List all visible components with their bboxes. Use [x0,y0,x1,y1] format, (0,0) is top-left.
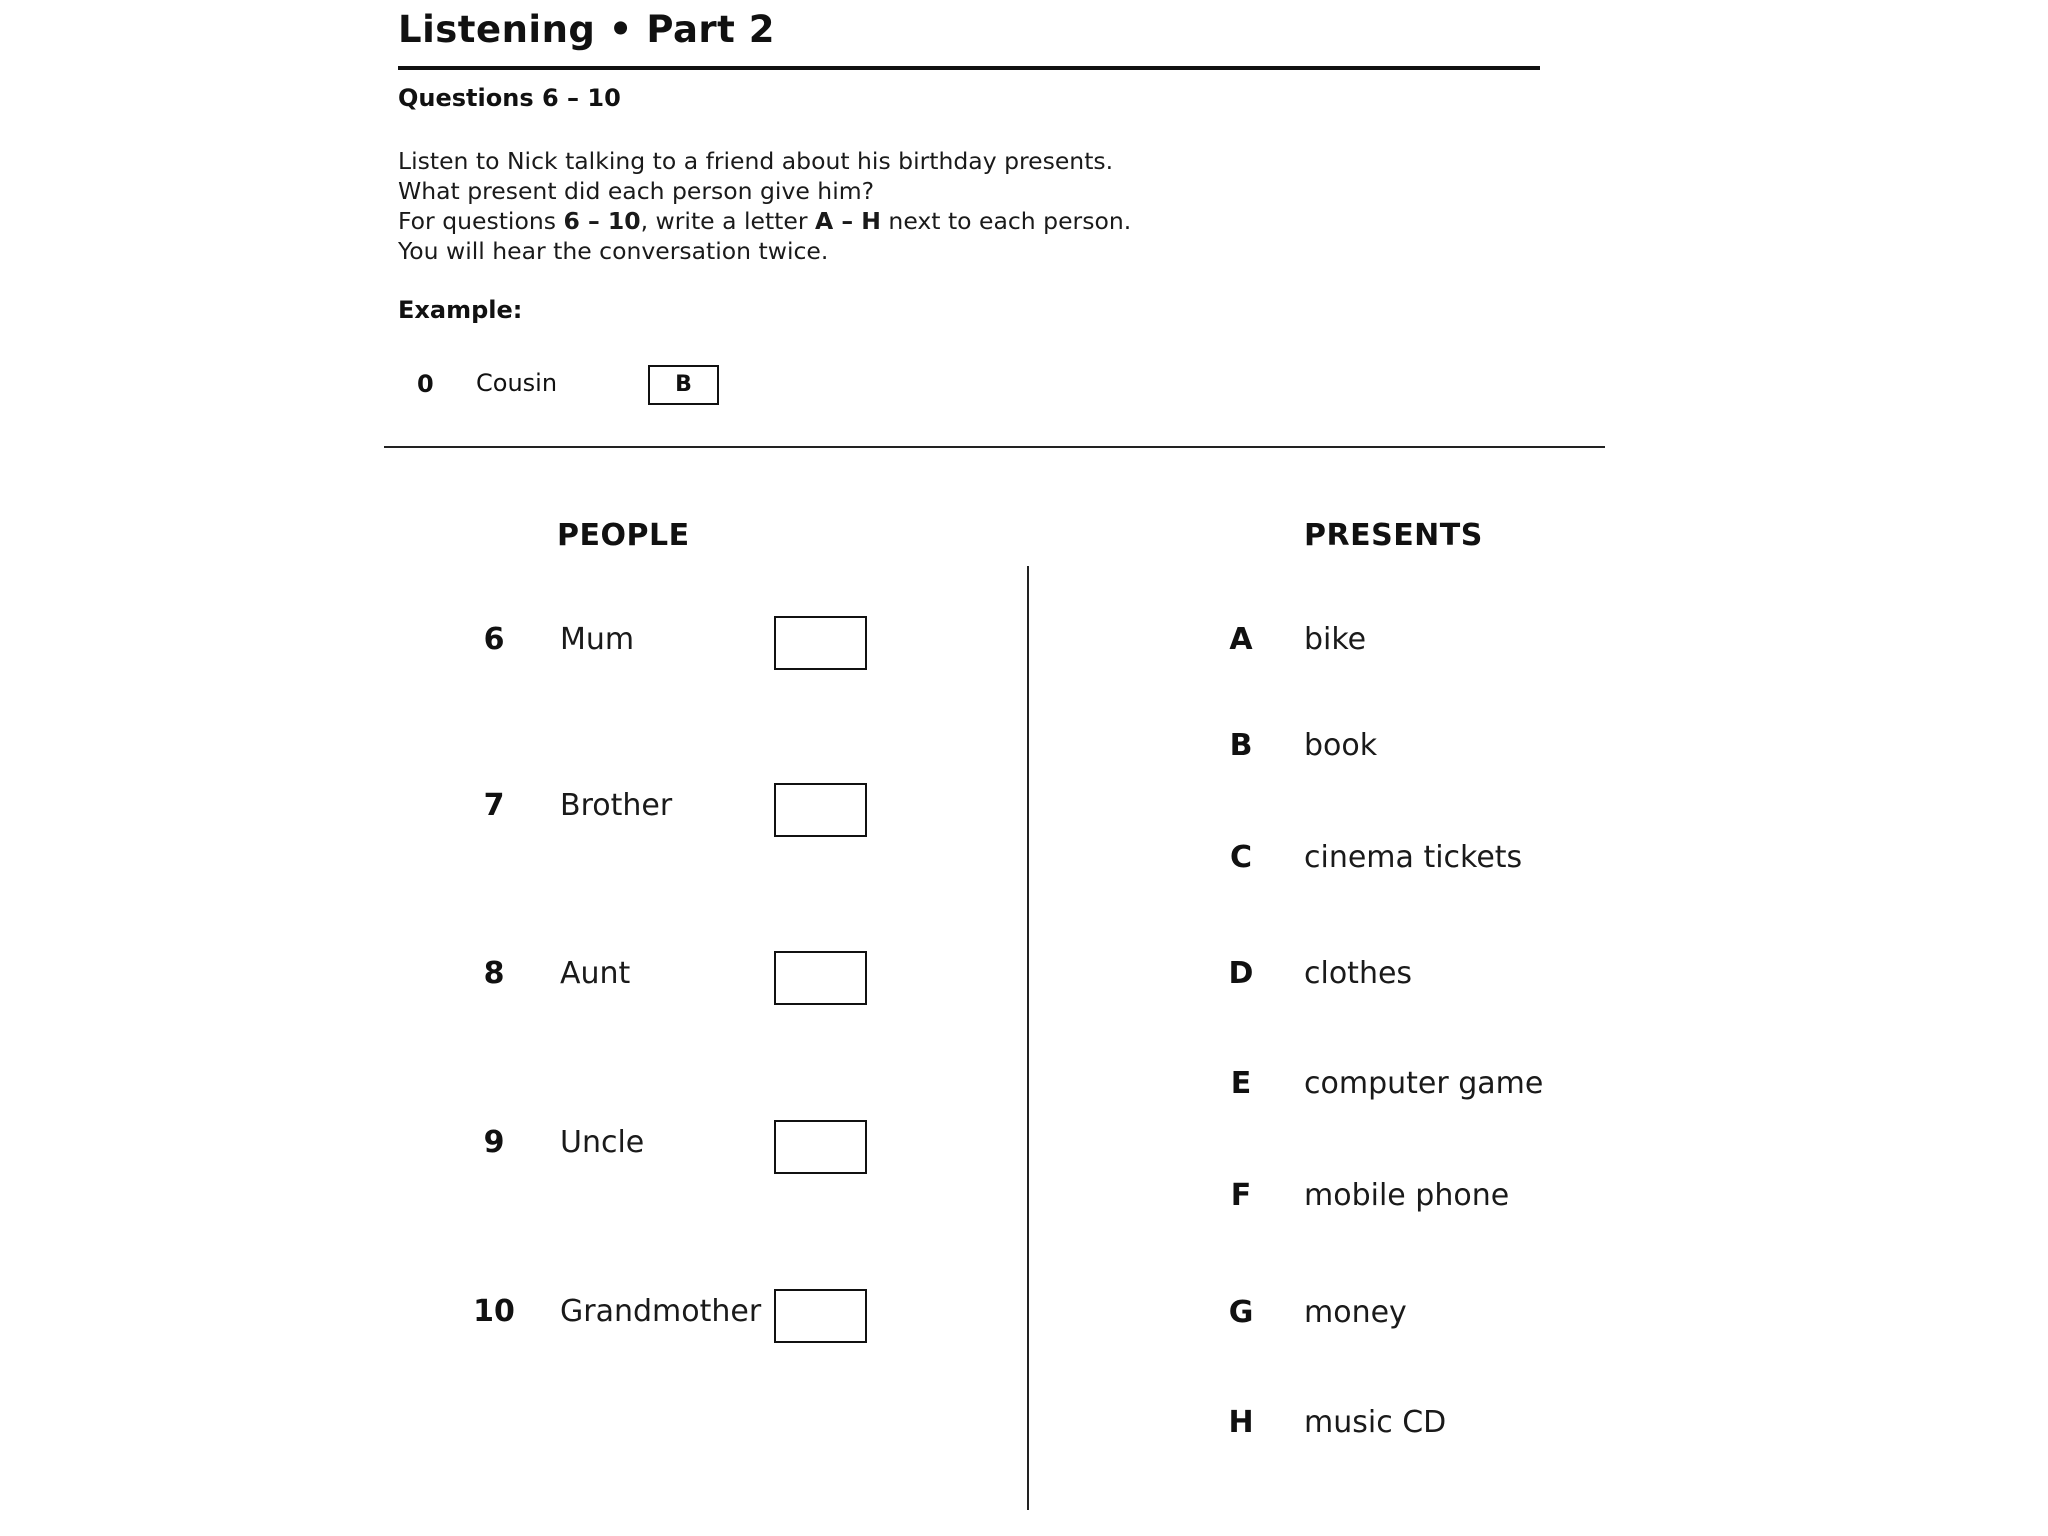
answer-box-9[interactable] [774,1120,867,1174]
present-letter: B [1229,728,1253,763]
example-divider [384,446,1605,448]
presents-heading: PRESENTS [1304,518,1483,553]
present-name: money [1304,1295,1407,1330]
instruction-line-3 [398,206,1131,236]
question-number: 10 [473,1294,515,1329]
instruction-text: For questions [398,207,564,235]
present-letter: E [1230,1066,1252,1101]
person-name: Grandmother [560,1294,762,1329]
people-heading: PEOPLE [557,518,690,553]
page-title: Listening • Part 2 [398,8,775,51]
instruction-line-2: What present did each person give him? [398,177,875,205]
present-letter: C [1229,840,1253,875]
person-name: Uncle [560,1125,645,1160]
instruction-line-4: You will hear the conversation twice. [398,237,829,265]
present-letter: F [1230,1178,1252,1213]
question-number: 6 [483,622,505,657]
title-divider [398,66,1540,70]
example-label: Example: [398,296,523,324]
instruction-letter-range: A – H [814,207,881,235]
present-name: cinema tickets [1304,840,1523,875]
present-letter: A [1229,622,1253,657]
example-person: Cousin [476,369,558,397]
present-name: music CD [1304,1405,1447,1440]
present-name: book [1304,728,1378,763]
answer-box-10[interactable] [774,1289,867,1343]
person-name: Mum [560,622,635,657]
questions-range: Questions 6 – 10 [398,84,621,112]
present-name: clothes [1304,956,1413,991]
present-letter: G [1228,1295,1254,1330]
instruction-line-1: Listen to Nick talking to a friend about his birthday presents. [398,147,1114,175]
present-letter: D [1228,956,1254,991]
answer-box-7[interactable] [774,783,867,837]
column-divider [1027,566,1029,1510]
present-name: computer game [1304,1066,1544,1101]
instruction-text: next to each person. [880,207,1132,235]
answer-box-6[interactable] [774,616,867,670]
person-name: Aunt [560,956,631,991]
question-number: 7 [483,788,505,823]
present-name: mobile phone [1304,1178,1510,1213]
present-name: bike [1304,622,1367,657]
present-letter: H [1228,1405,1254,1440]
instruction-question-range: 6 – 10 [563,207,641,235]
question-number: 9 [483,1125,505,1160]
instructions [398,146,1131,266]
instruction-text: , write a letter [640,207,815,235]
question-number: 8 [483,956,505,991]
answer-box-8[interactable] [774,951,867,1005]
example-answer-box: B [648,365,719,405]
example-number: 0 [417,370,434,398]
person-name: Brother [560,788,673,823]
